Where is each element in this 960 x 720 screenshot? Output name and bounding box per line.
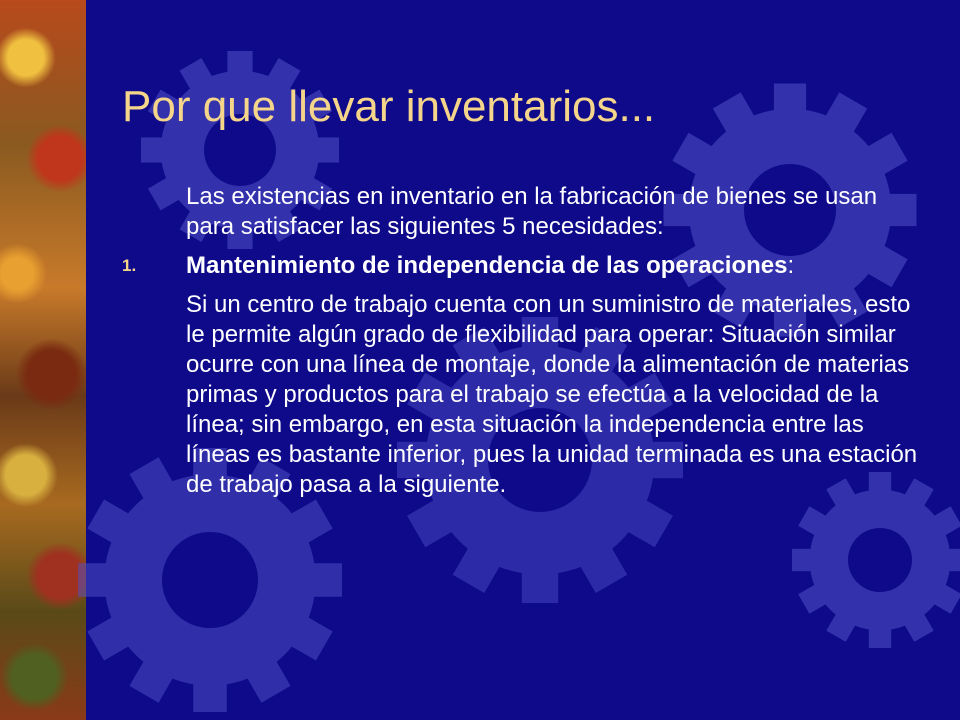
body-paragraph: Si un centro de trabajo cuenta con un suministro de materiales, esto le permite algún grado de flexibilidad para operar: Situación similar ocurre con una línea de montaje, donde la alimentación de materias primas y productos para el trabajo se efectúa a la velocidad de la línea; sin embargo, en esta situación la independencia entre las líneas es bastante inferior, pues la unidad terminada es una estación de trabajo pasa a la siguiente.: [186, 291, 918, 498]
list-item: [122, 251, 922, 281]
slide-title: Por que llevar inventarios...: [122, 82, 656, 131]
intro-paragraph: Las existencias en inventario en la fabricación de bienes se usan para satisfacer las siguientes 5 necesidades:: [186, 183, 878, 240]
slide-content: [122, 182, 922, 509]
list-heading-suffix: :: [787, 252, 795, 279]
list-number: 1.: [122, 256, 137, 275]
list-heading: Mantenimiento de independencia de las operaciones: [186, 252, 788, 279]
